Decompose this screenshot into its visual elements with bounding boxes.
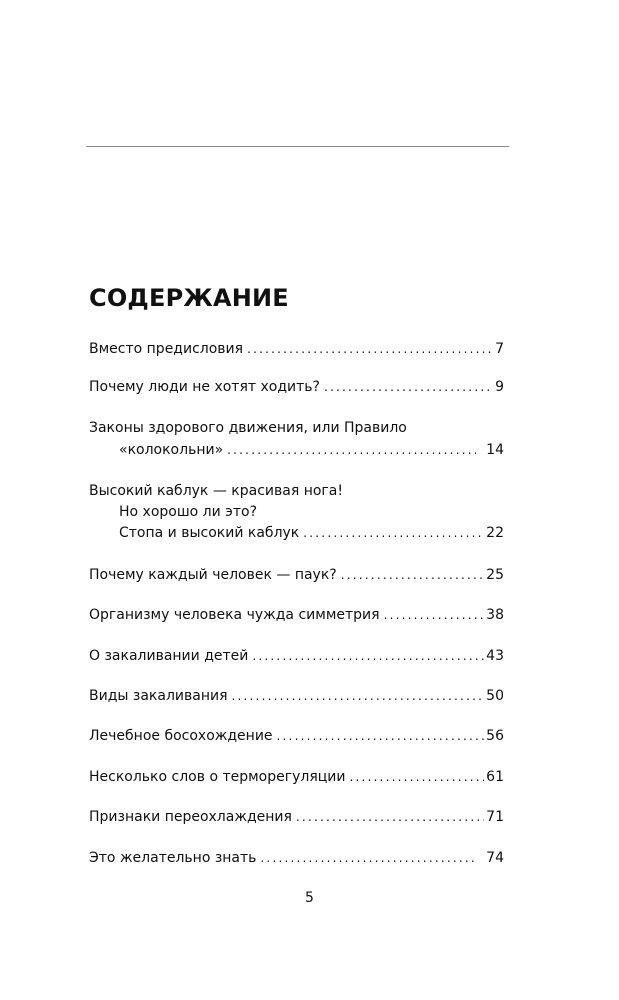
toc-leader-dots xyxy=(260,848,476,869)
toc-entry-line[interactable] xyxy=(89,481,504,502)
toc-entry[interactable] xyxy=(89,807,504,828)
toc-entry-title: Законы здорового движения, или Правило xyxy=(89,420,407,436)
toc-entry-page: 43 xyxy=(486,648,504,664)
toc-entry-title: Организму человека чужда симметрия xyxy=(89,607,380,623)
toc-leader-dots xyxy=(303,523,484,544)
toc-entry-page: 38 xyxy=(486,607,504,623)
toc-entry-page: 25 xyxy=(486,567,504,583)
toc-entry[interactable] xyxy=(89,726,504,747)
toc-entry-page: 22 xyxy=(486,525,504,541)
toc-leader-dots xyxy=(341,565,484,586)
toc-entry-title: Признаки переохлаждения xyxy=(89,809,292,825)
toc-entry[interactable] xyxy=(89,767,504,788)
toc-leader-dots xyxy=(252,646,484,667)
toc-entry[interactable] xyxy=(89,646,504,667)
toc-entry-page: 61 xyxy=(486,769,504,785)
toc-leader-dots xyxy=(384,605,485,626)
toc-leader-dots xyxy=(296,807,484,828)
toc-entry-title: Несколько слов о терморегуляции xyxy=(89,769,346,785)
toc-entry-page: 74 xyxy=(486,850,504,866)
toc-entry-title: Высокий каблук — красивая нога! xyxy=(89,483,343,499)
toc-entry[interactable] xyxy=(89,339,504,360)
toc-leader-dots xyxy=(227,440,476,461)
toc-entry[interactable] xyxy=(89,686,504,707)
toc-leader-dots xyxy=(232,686,485,707)
toc-entry-title: Почему каждый человек — паук? xyxy=(89,567,337,583)
toc-entry[interactable] xyxy=(89,605,504,626)
toc-leader-dots xyxy=(277,726,485,747)
toc-entry-page: 71 xyxy=(486,809,504,825)
toc-entry[interactable] xyxy=(89,565,504,586)
toc-leader-dots xyxy=(247,339,493,360)
toc-heading: СОДЕРЖАНИЕ xyxy=(89,284,289,312)
toc-entry[interactable] xyxy=(89,377,504,398)
toc-leader-dots xyxy=(324,377,493,398)
toc-entry[interactable] xyxy=(119,523,504,544)
toc-entry-title: Это желательно знать xyxy=(89,850,257,866)
toc-entry-page: 56 xyxy=(486,728,504,744)
toc-entry-title: Почему люди не хотят ходить? xyxy=(89,379,320,395)
toc-leader-dots xyxy=(349,767,484,788)
toc-entry-page: 7 xyxy=(495,341,504,357)
toc-entry-page: 9 xyxy=(495,379,504,395)
toc-entry-title: О закаливании детей xyxy=(89,648,249,664)
toc-entry-title: Вместо предисловия xyxy=(89,341,244,357)
toc-entry-title: «колокольни» xyxy=(119,442,224,458)
toc-entry[interactable] xyxy=(119,440,504,461)
page-number: 5 xyxy=(305,890,314,906)
toc-entry-title: Лечебное босохождение xyxy=(89,728,273,744)
toc-entry-title: Стопа и высокий каблук xyxy=(119,525,300,541)
header-rule xyxy=(86,146,509,147)
toc-entry-page: 14 xyxy=(486,442,504,458)
toc-entry-title: Виды закаливания xyxy=(89,688,228,704)
toc-entry-line[interactable] xyxy=(89,418,504,439)
toc-entry[interactable] xyxy=(89,848,504,869)
toc-entry-subtitle: Но хорошо ли это? xyxy=(119,504,258,520)
toc-entry-line[interactable] xyxy=(119,502,504,523)
toc-entry-page: 50 xyxy=(486,688,504,704)
